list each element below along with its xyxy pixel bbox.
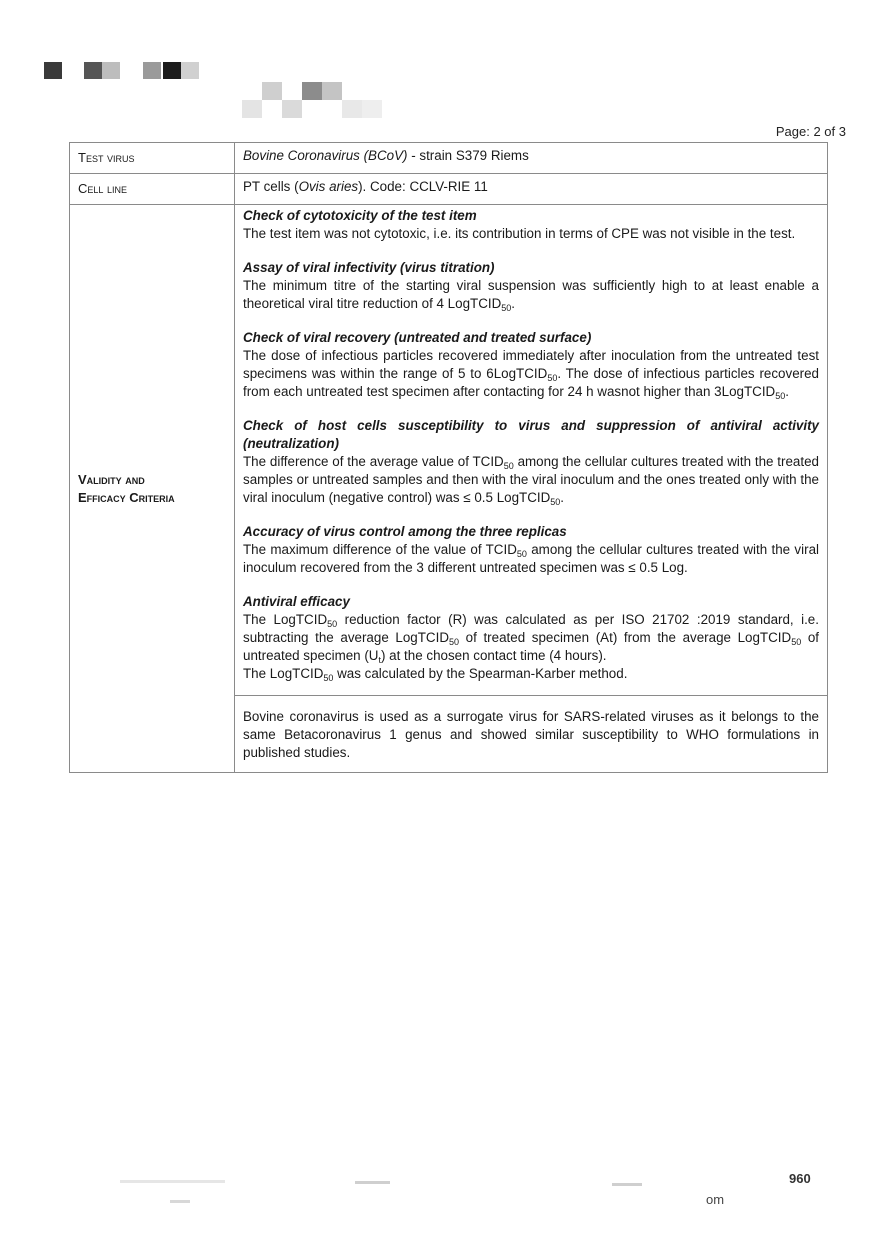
section-viral-recovery [243, 329, 819, 401]
footer-fragment: om [706, 1192, 725, 1207]
cell-line-text-post: ). Code: CCLV-RIE 11 [358, 179, 488, 194]
section-body: The LogTCID [243, 666, 324, 681]
section-body: reduction factor (R) was calculated as per ISO 21702 :2019 standard, i.e. subtracting the average LogTCID [243, 612, 819, 645]
section-body: The dose of infectious particles recovered immediately after inoculation from the untreated test specimens was within the range of 5 to 6LogTCID [243, 348, 819, 381]
test-virus-label: Test virus [70, 143, 235, 174]
section-body: of untreated specimen (U [243, 630, 820, 663]
test-virus-strain: - strain S379 Riems [407, 148, 529, 163]
redacted-logo-block [163, 62, 181, 79]
subscript: 50 [547, 373, 558, 383]
footer-number: 960 [789, 1171, 811, 1186]
section-title: Check of cytotoxicity of the test item [243, 208, 477, 223]
redacted-logo-block [322, 82, 342, 100]
criteria-label [70, 205, 235, 773]
redacted-logo-block [282, 100, 302, 118]
redacted-logo-block [262, 82, 282, 100]
report-table [69, 142, 828, 773]
cell-line-label: Cell line [70, 174, 235, 205]
subscript: 50 [323, 673, 334, 683]
subscript: 50 [449, 637, 460, 647]
subscript: 50 [327, 619, 338, 629]
redacted-logo-block [143, 62, 161, 79]
test-virus-value [235, 143, 828, 174]
redacted-logo-block [362, 100, 382, 118]
cell-line-text-pre: PT cells ( [243, 179, 299, 194]
criteria-label-line1: Validity and [78, 471, 145, 487]
page-number-label: Page: 2 of 3 [775, 124, 846, 139]
redacted-logo-block [102, 62, 120, 79]
section-body-end: . [511, 296, 516, 311]
redacted-footer-trace [170, 1200, 190, 1203]
section-viral-infectivity [243, 259, 819, 313]
section-title: Check of viral recovery (untreated and treated surface) [243, 330, 592, 345]
section-body-end: was calculated by the Spearman-Karber method. [333, 666, 628, 681]
table-row-criteria [70, 205, 828, 696]
redacted-logo-block [44, 62, 62, 79]
subscript: 50 [550, 497, 561, 507]
test-virus-name: Bovine Coronavirus (BCoV) [243, 148, 408, 163]
table-row-cell-line [70, 174, 828, 205]
redacted-logo-block [302, 82, 322, 100]
redacted-logo-block [242, 100, 262, 118]
criteria-label-line2: Efficacy Criteria [78, 489, 175, 505]
section-body: The test item was not cytotoxic, i.e. its contribution in terms of CPE was not visible in the test. [243, 226, 796, 241]
subscript: 50 [501, 303, 512, 313]
section-title: Antiviral efficacy [243, 594, 350, 609]
subscript: 50 [791, 637, 802, 647]
redacted-footer-trace [612, 1183, 642, 1186]
section-body: among the cellular cultures treated with the treated samples or untreated samples and then with the viral inoculum and the ones treated only with the viral inoculum (negative control) was ≤ 0.5 LogTCID [243, 454, 819, 505]
table-row-test-virus [70, 143, 828, 174]
section-body-end: . [785, 384, 789, 399]
section-body: The maximum difference of the value of TCID [243, 542, 517, 557]
subscript: 50 [503, 461, 514, 471]
redacted-logo-block [181, 62, 199, 79]
section-body-end: . [560, 490, 565, 505]
section-host-susceptibility [243, 417, 819, 507]
subscript: 50 [775, 391, 786, 401]
section-cytotoxicity [243, 207, 819, 243]
redacted-logo-block [84, 62, 102, 79]
section-body: of treated specimen (At) from the average LogTCID [459, 630, 792, 645]
section-title: Check of host cells susceptibility to virus and suppression of antiviral activity (neutralization) [243, 418, 819, 451]
redacted-footer-trace [355, 1181, 390, 1184]
section-body: The difference of the average value of TCID [243, 454, 504, 469]
surrogate-virus-note: Bovine coronavirus is used as a surrogate virus for SARS-related viruses as it belongs to the same Betacoronavirus 1 genus and showed similar susceptibility to WHO formulations in published studies. [235, 696, 828, 773]
redacted-footer-trace [120, 1180, 225, 1183]
section-title: Assay of viral infectivity (virus titration) [243, 260, 495, 275]
criteria-sections [235, 205, 828, 696]
section-body: The LogTCID [243, 612, 328, 627]
redacted-logo-block [342, 100, 362, 118]
subscript: t [378, 655, 381, 665]
section-virus-control-accuracy [243, 523, 819, 577]
subscript: 50 [516, 549, 527, 559]
section-body: ) at the chosen contact time (4 hours). [380, 648, 607, 663]
section-body: The minimum titre of the starting viral suspension was sufficiently high to at least enable a theoretical viral titre reduction of 4 LogTCID [243, 278, 819, 311]
cell-line-species: Ovis aries [298, 179, 359, 194]
section-title: Accuracy of virus control among the three replicas [243, 524, 567, 539]
section-body: among the cellular cultures treated with the viral inoculum recovered from the 3 different untreated specimen was ≤ 0.5 Log. [243, 542, 819, 575]
section-body: . The dose of infectious particles recovered from each untreated test specimen after contacting for 24 h wasnot higher than 3LogTCID [243, 366, 819, 399]
cell-line-value [235, 174, 828, 205]
section-antiviral-efficacy [243, 593, 819, 683]
